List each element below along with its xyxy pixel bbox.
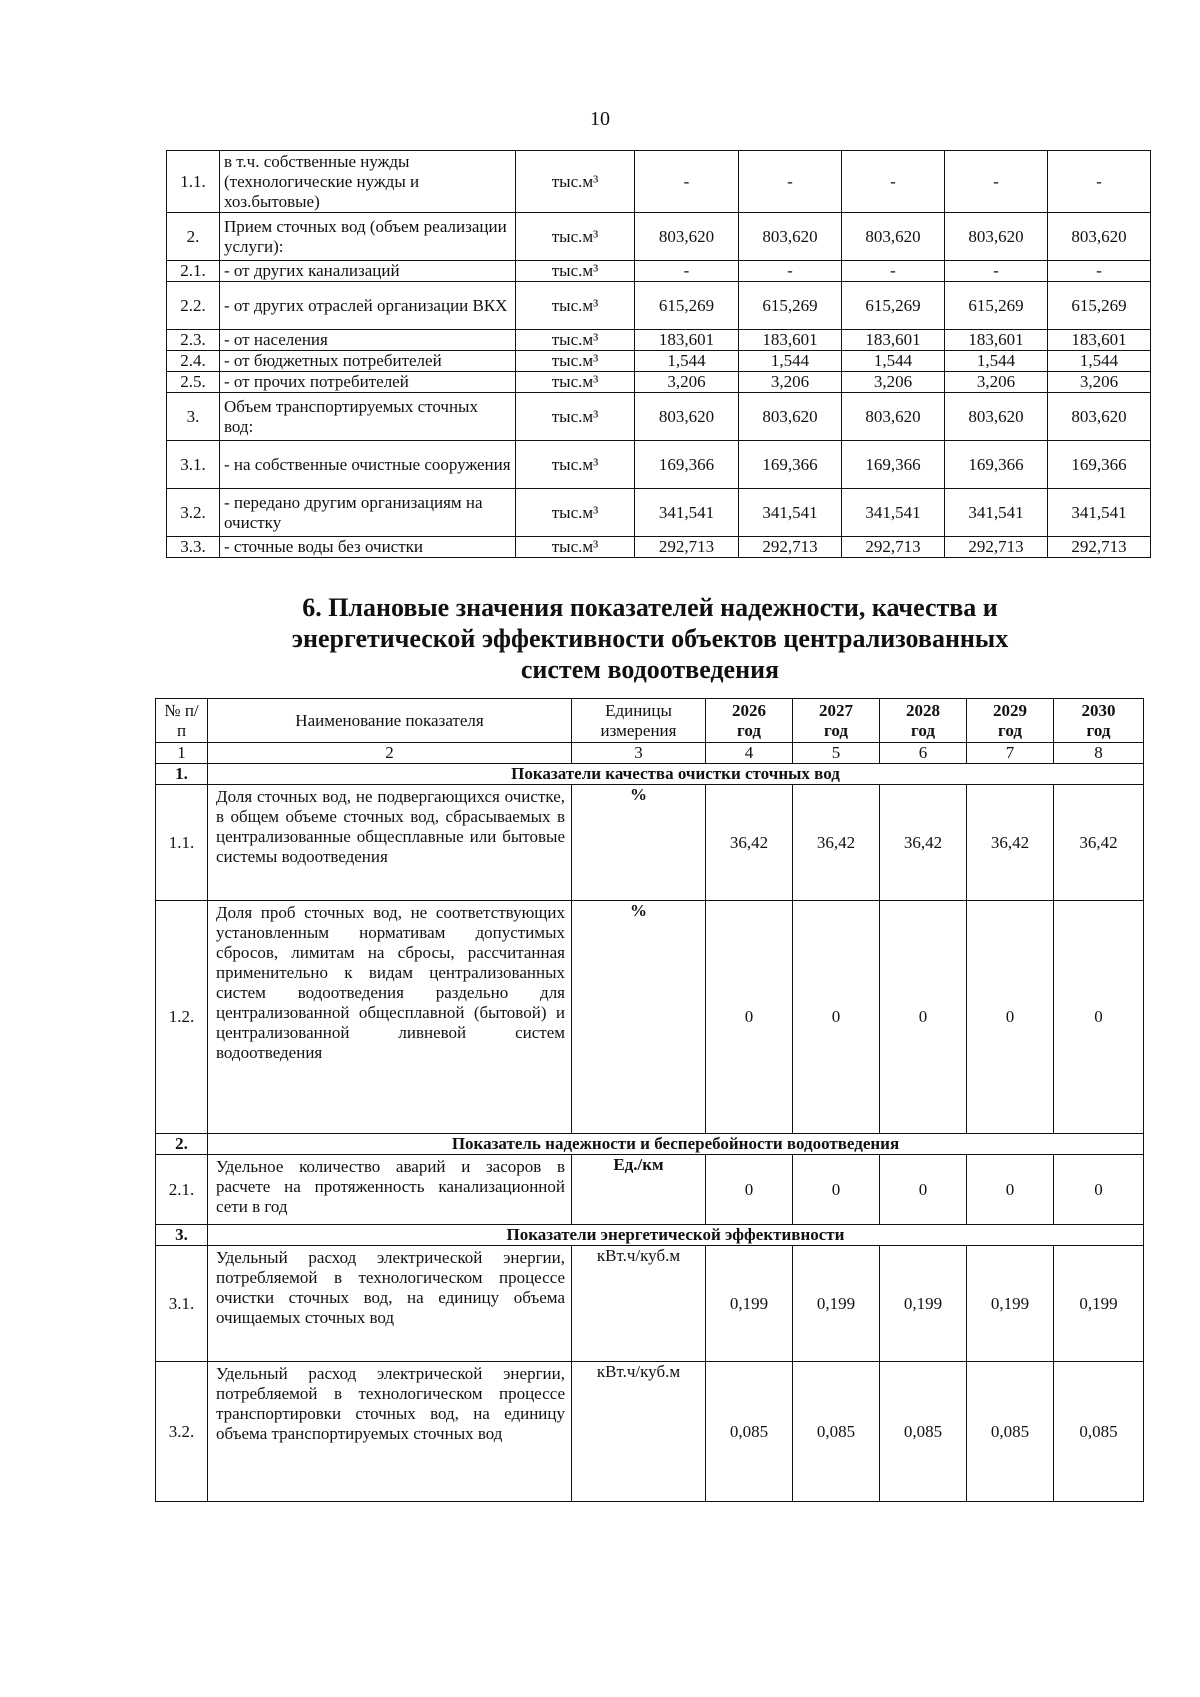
column-index: 5 — [793, 743, 880, 764]
table-row — [156, 1246, 1144, 1362]
row-name: Объем транспортируемых сточных вод: — [220, 393, 516, 441]
table-row — [156, 1155, 1144, 1225]
column-index-row — [156, 743, 1144, 764]
page-number: 10 — [590, 108, 610, 130]
value-cell: 615,269 — [842, 282, 945, 330]
value-cell: 169,366 — [635, 441, 739, 489]
value-cell: 1,544 — [635, 351, 739, 372]
row-unit: тыс.м³ — [516, 213, 635, 261]
section-heading — [150, 592, 1150, 685]
row-unit: тыс.м³ — [516, 489, 635, 537]
year-word: год — [911, 720, 935, 740]
value-cell: 36,42 — [967, 785, 1054, 901]
value-cell: 1,544 — [945, 351, 1048, 372]
value-cell: 0,199 — [793, 1246, 880, 1362]
value-cell: 803,620 — [635, 393, 739, 441]
value-cell: - — [739, 151, 842, 213]
value-cell: 183,601 — [945, 330, 1048, 351]
section-heading-line: систем водоотведения — [520, 655, 780, 684]
value-cell: - — [1048, 151, 1151, 213]
value-cell: 341,541 — [635, 489, 739, 537]
row-number: 2.3. — [167, 330, 220, 351]
section-number: 2. — [156, 1134, 208, 1155]
section-row — [156, 1225, 1144, 1246]
row-number: 1.1. — [156, 785, 208, 901]
column-index: 7 — [967, 743, 1054, 764]
value-cell: 183,601 — [1048, 330, 1151, 351]
row-name: Удельное количество аварий и засоров в расчете на протяженность канализационной сети в год — [208, 1155, 572, 1225]
header-year — [793, 699, 880, 743]
value-cell: 0,199 — [967, 1246, 1054, 1362]
row-number: 2. — [167, 213, 220, 261]
value-cell: 1,544 — [1048, 351, 1151, 372]
header-unit: Единицы измерения — [572, 699, 706, 743]
value-cell: 183,601 — [842, 330, 945, 351]
section-title: Показатели качества очистки сточных вод — [208, 764, 1144, 785]
value-cell: 803,620 — [635, 213, 739, 261]
value-cell: 3,206 — [842, 372, 945, 393]
table-row — [167, 151, 1151, 213]
value-cell: 0 — [793, 1155, 880, 1225]
value-cell: - — [842, 151, 945, 213]
value-cell: 341,541 — [945, 489, 1048, 537]
value-cell: 1,544 — [739, 351, 842, 372]
table-row — [167, 282, 1151, 330]
section-heading-line: 6. Плановые значения показателей надежности, качества и — [302, 593, 998, 622]
header-name: Наименование показателя — [208, 699, 572, 743]
year-word: год — [1086, 720, 1111, 740]
section-row — [156, 764, 1144, 785]
year-number: 2029 — [993, 700, 1027, 720]
year-number: 2027 — [819, 700, 853, 720]
table-row — [167, 351, 1151, 372]
value-cell: - — [739, 261, 842, 282]
row-name: - передано другим организациям на очистку — [220, 489, 516, 537]
section-heading-line: энергетической эффективности объектов централизованных — [291, 624, 1009, 653]
value-cell: 36,42 — [793, 785, 880, 901]
row-number: 3.2. — [156, 1362, 208, 1502]
row-unit: тыс.м³ — [516, 351, 635, 372]
value-cell: 292,713 — [945, 537, 1048, 558]
value-cell: 0,085 — [706, 1362, 793, 1502]
value-cell: - — [945, 261, 1048, 282]
value-cell: 0 — [706, 901, 793, 1134]
value-cell: 3,206 — [739, 372, 842, 393]
table-header-row — [156, 699, 1144, 743]
table-row — [167, 213, 1151, 261]
row-unit: тыс.м³ — [516, 441, 635, 489]
value-cell: 3,206 — [1048, 372, 1151, 393]
row-number: 3.1. — [167, 441, 220, 489]
row-name: Удельный расход электрической энергии, потребляемой в технологическом процессе очистки сточных вод, на единицу объема очищаемых сточных вод — [208, 1246, 572, 1362]
year-number: 2028 — [906, 700, 940, 720]
value-cell: 615,269 — [945, 282, 1048, 330]
value-cell: 0 — [967, 901, 1054, 1134]
row-name: Доля сточных вод, не подвергающихся очистке, в общем объеме сточных вод, сбрасываемых в централизованные общесплавные или бытовые системы водоотведения — [208, 785, 572, 901]
value-cell: 0 — [880, 901, 967, 1134]
row-unit: тыс.м³ — [516, 330, 635, 351]
value-cell: 341,541 — [739, 489, 842, 537]
value-cell: 803,620 — [945, 213, 1048, 261]
value-cell: 169,366 — [1048, 441, 1151, 489]
row-name: - от населения — [220, 330, 516, 351]
column-index: 4 — [706, 743, 793, 764]
column-index: 3 — [572, 743, 706, 764]
value-cell: 341,541 — [1048, 489, 1151, 537]
value-cell: 0,199 — [706, 1246, 793, 1362]
value-cell: 803,620 — [1048, 393, 1151, 441]
value-cell: 0 — [1054, 1155, 1144, 1225]
row-name: - сточные воды без очистки — [220, 537, 516, 558]
value-cell: - — [1048, 261, 1151, 282]
value-cell: - — [635, 261, 739, 282]
value-cell: 341,541 — [842, 489, 945, 537]
year-number: 2030 — [1081, 700, 1116, 720]
row-unit: тыс.м³ — [516, 151, 635, 213]
row-unit: кВт.ч/куб.м — [572, 1362, 706, 1502]
row-number: 3.2. — [167, 489, 220, 537]
row-number: 2.1. — [167, 261, 220, 282]
value-cell: 0 — [793, 901, 880, 1134]
value-cell: 0 — [967, 1155, 1054, 1225]
table-row — [156, 1362, 1144, 1502]
row-unit: тыс.м³ — [516, 282, 635, 330]
value-cell: 615,269 — [635, 282, 739, 330]
row-unit: тыс.м³ — [516, 261, 635, 282]
year-word: год — [998, 720, 1022, 740]
value-cell: 3,206 — [945, 372, 1048, 393]
value-cell: 0,199 — [880, 1246, 967, 1362]
row-name: - от бюджетных потребителей — [220, 351, 516, 372]
row-name: Доля проб сточных вод, не соответствующих установленным нормативам допустимых сбросов, лимитам на сбросы, рассчитанная применительно к видам централизованных систем водоотведения раздельно для централизованной общесплавной (бытовой) и централизованной ливневой систем водоотведения — [208, 901, 572, 1134]
year-word: год — [737, 720, 761, 740]
value-cell: 183,601 — [739, 330, 842, 351]
row-name: в т.ч. собственные нужды (технологические нужды и хоз.бытовые) — [220, 151, 516, 213]
row-unit: тыс.м³ — [516, 372, 635, 393]
row-name: Удельный расход электрической энергии, потребляемой в технологическом процессе транспортировки сточных вод, на единицу объема транспортируемых сточных вод — [208, 1362, 572, 1502]
value-cell: 1,544 — [842, 351, 945, 372]
value-cell: 0 — [1054, 901, 1144, 1134]
section-number: 3. — [156, 1225, 208, 1246]
row-number: 2.2. — [167, 282, 220, 330]
table-row — [167, 330, 1151, 351]
header-num: № п/п — [156, 699, 208, 743]
row-unit: % — [572, 785, 706, 901]
value-cell: - — [945, 151, 1048, 213]
row-number: 2.1. — [156, 1155, 208, 1225]
row-unit: тыс.м³ — [516, 393, 635, 441]
value-cell: 803,620 — [739, 393, 842, 441]
table-row — [167, 441, 1151, 489]
row-number: 3.3. — [167, 537, 220, 558]
value-cell: 803,620 — [739, 213, 842, 261]
table-row — [156, 785, 1144, 901]
value-cell: 3,206 — [635, 372, 739, 393]
value-cell: 803,620 — [842, 393, 945, 441]
header-year — [967, 699, 1054, 743]
row-name: - от других канализаций — [220, 261, 516, 282]
value-cell: 169,366 — [945, 441, 1048, 489]
wastewater-volume-table — [166, 150, 1151, 558]
value-cell: 36,42 — [880, 785, 967, 901]
row-unit: тыс.м³ — [516, 537, 635, 558]
value-cell: 169,366 — [739, 441, 842, 489]
row-number: 1.2. — [156, 901, 208, 1134]
value-cell: 615,269 — [739, 282, 842, 330]
row-name: - на собственные очистные сооружения — [220, 441, 516, 489]
value-cell: 169,366 — [842, 441, 945, 489]
value-cell: 803,620 — [842, 213, 945, 261]
value-cell: 0 — [706, 1155, 793, 1225]
value-cell: 36,42 — [1054, 785, 1144, 901]
row-number: 3.1. — [156, 1246, 208, 1362]
row-number: 1.1. — [167, 151, 220, 213]
value-cell: - — [842, 261, 945, 282]
header-year — [706, 699, 793, 743]
section-title: Показатель надежности и бесперебойности водоотведения — [208, 1134, 1144, 1155]
value-cell: 0,085 — [880, 1362, 967, 1502]
row-name: - от прочих потребителей — [220, 372, 516, 393]
row-unit: кВт.ч/куб.м — [572, 1246, 706, 1362]
value-cell: 0,085 — [967, 1362, 1054, 1502]
row-unit: Ед./км — [572, 1155, 706, 1225]
row-number: 3. — [167, 393, 220, 441]
value-cell: 36,42 — [706, 785, 793, 901]
row-unit: % — [572, 901, 706, 1134]
section-row — [156, 1134, 1144, 1155]
value-cell: - — [635, 151, 739, 213]
value-cell: 292,713 — [739, 537, 842, 558]
table-row — [156, 901, 1144, 1134]
value-cell: 803,620 — [1048, 213, 1151, 261]
value-cell: 292,713 — [842, 537, 945, 558]
column-index: 8 — [1054, 743, 1144, 764]
year-number: 2026 — [732, 700, 766, 720]
year-word: год — [824, 720, 848, 740]
table-row — [167, 489, 1151, 537]
value-cell: 0 — [880, 1155, 967, 1225]
indicators-table — [155, 698, 1144, 1502]
table-row — [167, 537, 1151, 558]
row-name: - от других отраслей организации ВКХ — [220, 282, 516, 330]
row-number: 2.4. — [167, 351, 220, 372]
value-cell: 0,085 — [1054, 1362, 1144, 1502]
table-row — [167, 393, 1151, 441]
value-cell: 0,199 — [1054, 1246, 1144, 1362]
header-year — [880, 699, 967, 743]
table-row — [167, 372, 1151, 393]
value-cell: 615,269 — [1048, 282, 1151, 330]
column-index: 1 — [156, 743, 208, 764]
section-number: 1. — [156, 764, 208, 785]
value-cell: 0,085 — [793, 1362, 880, 1502]
value-cell: 183,601 — [635, 330, 739, 351]
value-cell: 292,713 — [1048, 537, 1151, 558]
row-number: 2.5. — [167, 372, 220, 393]
column-index: 2 — [208, 743, 572, 764]
row-name: Прием сточных вод (объем реализации услуги): — [220, 213, 516, 261]
column-index: 6 — [880, 743, 967, 764]
header-year — [1054, 699, 1144, 743]
value-cell: 292,713 — [635, 537, 739, 558]
value-cell: 803,620 — [945, 393, 1048, 441]
table-row — [167, 261, 1151, 282]
section-title: Показатели энергетической эффективности — [208, 1225, 1144, 1246]
